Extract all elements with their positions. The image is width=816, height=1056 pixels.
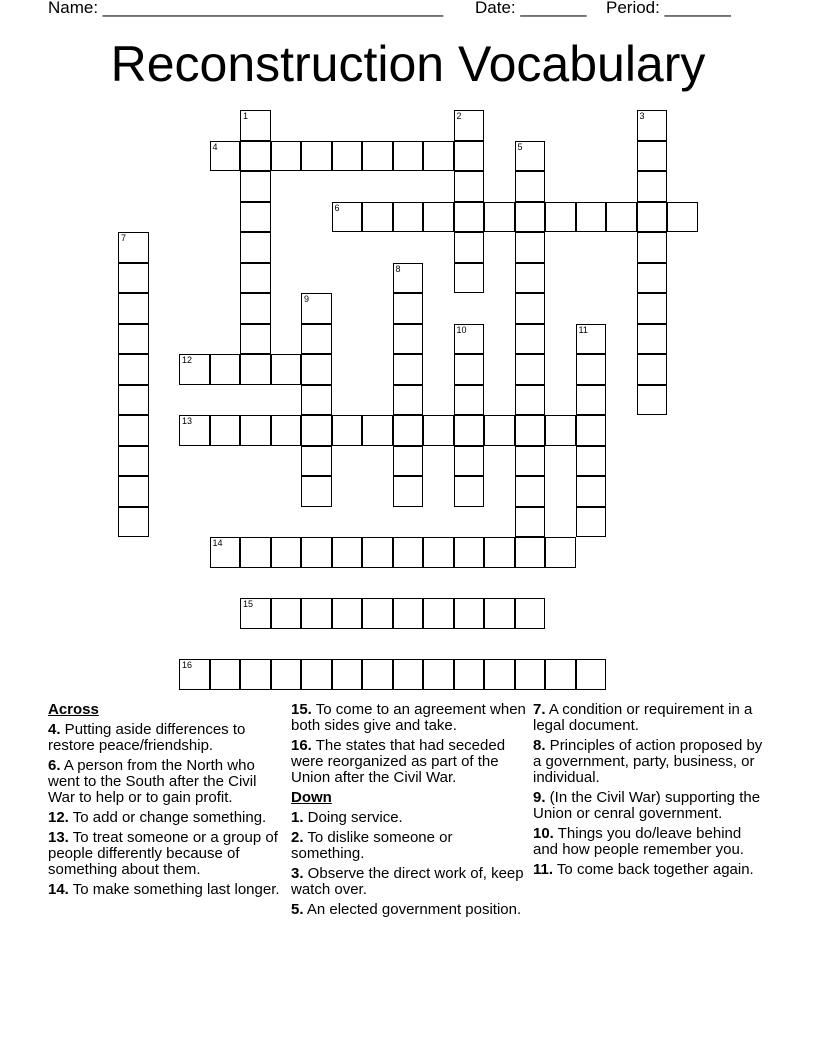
clue-number: 15.	[291, 701, 312, 718]
grid-cell[interactable]	[271, 354, 302, 385]
clue-number: 2	[456, 111, 462, 121]
clue-number: 14.	[48, 881, 69, 898]
grid-cell[interactable]	[515, 354, 546, 385]
clue-number: 13.	[48, 829, 69, 846]
grid-cell[interactable]	[393, 659, 424, 690]
clue-number: 5.	[291, 901, 304, 918]
clue-text: To add or change something.	[68, 809, 267, 826]
grid-cell[interactable]	[454, 171, 485, 202]
grid-cell[interactable]	[118, 415, 149, 446]
grid-cell[interactable]	[576, 385, 607, 416]
grid-cell[interactable]	[454, 324, 485, 355]
grid-cell[interactable]	[454, 141, 485, 172]
grid-cell[interactable]	[179, 415, 210, 446]
grid-cell[interactable]	[454, 263, 485, 294]
grid-cell[interactable]	[271, 598, 302, 629]
clue-item	[48, 830, 284, 878]
clue-text: A person from the North who went to the South after the Civil War to help or to gain profit.	[48, 757, 257, 806]
clue-text: An elected government position.	[303, 901, 522, 918]
grid-cell[interactable]	[545, 202, 576, 233]
grid-cell[interactable]	[240, 537, 271, 568]
grid-cell[interactable]	[545, 415, 576, 446]
grid-cell[interactable]	[240, 659, 271, 690]
clue-number: 3.	[291, 865, 304, 882]
grid-cell[interactable]	[301, 537, 332, 568]
grid-cell[interactable]	[515, 263, 546, 294]
grid-cell[interactable]	[393, 324, 424, 355]
clue-text: A condition or requirement in a legal document.	[533, 701, 753, 734]
clue-text: Observe the direct work of, keep watch over.	[291, 865, 524, 898]
grid-cell[interactable]	[393, 202, 424, 233]
grid-cell[interactable]	[576, 446, 607, 477]
grid-cell[interactable]	[637, 354, 668, 385]
grid-cell[interactable]	[515, 446, 546, 477]
grid-cell[interactable]	[240, 263, 271, 294]
grid-cell[interactable]	[423, 659, 454, 690]
grid-cell[interactable]	[332, 537, 363, 568]
grid-cell[interactable]	[423, 141, 454, 172]
grid-cell[interactable]	[393, 293, 424, 324]
grid-cell[interactable]	[240, 141, 271, 172]
grid-cell[interactable]	[637, 141, 668, 172]
name-field[interactable]: Name: ____________________________________	[48, 0, 444, 17]
grid-cell[interactable]	[332, 202, 363, 233]
grid-cell[interactable]	[240, 110, 271, 141]
grid-cell[interactable]	[393, 537, 424, 568]
grid-cell[interactable]	[301, 415, 332, 446]
grid-cell[interactable]	[210, 141, 241, 172]
grid-cell[interactable]	[637, 110, 668, 141]
grid-cell[interactable]	[118, 324, 149, 355]
clue-number: 7.	[533, 701, 546, 718]
grid-cell[interactable]	[179, 354, 210, 385]
clue-item	[48, 810, 284, 826]
grid-cell[interactable]	[637, 385, 668, 416]
grid-cell[interactable]	[118, 385, 149, 416]
clue-number: 11	[578, 324, 588, 335]
clue-number: 9.	[533, 789, 546, 806]
grid-cell[interactable]	[332, 598, 363, 629]
grid-cell[interactable]	[576, 659, 607, 690]
grid-cell[interactable]	[118, 232, 149, 263]
grid-cell[interactable]	[118, 354, 149, 385]
grid-cell[interactable]	[301, 324, 332, 355]
grid-cell[interactable]	[637, 232, 668, 263]
clue-item	[291, 902, 527, 918]
date-field[interactable]: Date: _______	[475, 0, 587, 17]
grid-cell[interactable]	[454, 537, 485, 568]
grid-cell[interactable]	[301, 476, 332, 507]
grid-cell[interactable]	[484, 598, 515, 629]
clue-heading: Across	[48, 701, 99, 718]
grid-cell[interactable]	[179, 659, 210, 690]
clue-number: 3	[639, 111, 645, 121]
clue-number: 10.	[533, 825, 554, 842]
clue-item	[291, 738, 527, 786]
grid-cell[interactable]	[515, 507, 546, 538]
clue-item	[533, 826, 769, 858]
clue-column-1	[48, 702, 284, 902]
grid-cell[interactable]	[423, 537, 454, 568]
grid-cell[interactable]	[271, 141, 302, 172]
clue-number: 10	[456, 324, 467, 335]
grid-cell[interactable]	[545, 537, 576, 568]
grid-cell[interactable]	[576, 324, 607, 355]
grid-cell[interactable]	[301, 659, 332, 690]
clue-item	[533, 702, 769, 734]
grid-cell[interactable]	[515, 293, 546, 324]
grid-cell[interactable]	[362, 598, 393, 629]
grid-cell[interactable]	[484, 202, 515, 233]
clue-text: (In the Civil War) supporting the Union or cenral government.	[533, 789, 761, 822]
grid-cell[interactable]	[393, 476, 424, 507]
clue-text: The states that had seceded were reorganized as part of the Union after the Civil War.	[291, 737, 506, 786]
grid-cell[interactable]	[515, 476, 546, 507]
grid-cell[interactable]	[240, 415, 271, 446]
grid-cell[interactable]	[454, 446, 485, 477]
grid-cell[interactable]	[118, 507, 149, 538]
clue-number: 12.	[48, 809, 69, 826]
clue-number: 16	[182, 660, 193, 670]
clue-number: 1.	[291, 809, 304, 826]
grid-cell[interactable]	[362, 415, 393, 446]
grid-cell[interactable]	[118, 263, 149, 294]
grid-cell[interactable]	[393, 354, 424, 385]
grid-cell[interactable]	[332, 659, 363, 690]
clue-heading: Down	[291, 789, 332, 806]
grid-cell[interactable]	[362, 537, 393, 568]
grid-cell[interactable]	[454, 202, 485, 233]
grid-cell[interactable]	[454, 659, 485, 690]
grid-cell[interactable]	[576, 354, 607, 385]
clue-number: 11.	[533, 861, 554, 878]
clue-number: 12	[182, 355, 193, 365]
grid-cell[interactable]	[301, 141, 332, 172]
grid-cell[interactable]	[515, 324, 546, 355]
grid-cell[interactable]	[393, 141, 424, 172]
grid-cell[interactable]	[515, 598, 546, 629]
grid-cell[interactable]	[545, 659, 576, 690]
grid-cell[interactable]	[271, 659, 302, 690]
grid-cell[interactable]	[118, 446, 149, 477]
clue-item	[291, 810, 527, 826]
grid-cell[interactable]	[240, 171, 271, 202]
grid-cell[interactable]	[301, 598, 332, 629]
grid-cell[interactable]	[393, 263, 424, 294]
grid-cell[interactable]	[240, 598, 271, 629]
grid-cell[interactable]	[515, 537, 546, 568]
grid-cell[interactable]	[637, 263, 668, 294]
clue-text: To make something last longer.	[68, 881, 280, 898]
grid-cell[interactable]	[454, 415, 485, 446]
grid-cell[interactable]	[637, 202, 668, 233]
clue-item	[48, 722, 284, 754]
clue-text: Putting aside differences to restore peace/friendship.	[48, 721, 246, 754]
clue-item	[533, 738, 769, 786]
grid-cell[interactable]	[362, 659, 393, 690]
clue-number: 5	[517, 141, 523, 152]
grid-cell[interactable]	[301, 446, 332, 477]
clue-number: 6	[334, 202, 340, 213]
clue-number: 8.	[533, 737, 546, 754]
clue-number: 15	[243, 599, 254, 609]
page-title: Reconstruction Vocabulary	[110, 36, 706, 92]
clue-number: 4	[212, 141, 218, 152]
grid-cell[interactable]	[301, 354, 332, 385]
grid-cell[interactable]	[240, 202, 271, 233]
grid-cell[interactable]	[362, 202, 393, 233]
clue-item	[48, 758, 284, 806]
clue-text: To come back together again.	[553, 861, 754, 878]
clue-number: 1	[243, 111, 249, 121]
grid-cell[interactable]	[515, 415, 546, 446]
grid-cell[interactable]	[423, 202, 454, 233]
clue-item	[48, 882, 284, 898]
grid-cell[interactable]	[271, 415, 302, 446]
grid-cell[interactable]	[118, 476, 149, 507]
grid-cell[interactable]	[667, 202, 698, 233]
grid-cell[interactable]	[484, 659, 515, 690]
grid-cell[interactable]	[240, 232, 271, 263]
clue-number: 2.	[291, 829, 304, 846]
clue-item	[291, 830, 527, 862]
grid-cell[interactable]	[637, 171, 668, 202]
grid-cell[interactable]	[576, 476, 607, 507]
grid-cell[interactable]	[637, 324, 668, 355]
clue-text: Principles of action proposed by a government, party, business, or individual.	[533, 737, 763, 786]
grid-cell[interactable]	[515, 202, 546, 233]
clue-text: Things you do/leave behind and how people remember you.	[533, 825, 744, 858]
grid-cell[interactable]	[210, 659, 241, 690]
grid-cell[interactable]	[576, 415, 607, 446]
grid-cell[interactable]	[423, 415, 454, 446]
grid-cell[interactable]	[454, 598, 485, 629]
grid-cell[interactable]	[240, 293, 271, 324]
clue-number: 13	[182, 416, 193, 426]
grid-cell[interactable]	[393, 415, 424, 446]
grid-cell[interactable]	[210, 537, 241, 568]
grid-cell[interactable]	[637, 293, 668, 324]
clue-item	[291, 702, 527, 734]
clue-number: 9	[304, 294, 310, 304]
clue-item	[291, 866, 527, 898]
period-field[interactable]: Period: _______	[606, 0, 731, 17]
grid-cell[interactable]	[454, 110, 485, 141]
grid-cell[interactable]	[576, 202, 607, 233]
grid-cell[interactable]	[332, 415, 363, 446]
grid-cell[interactable]	[271, 537, 302, 568]
grid-cell[interactable]	[362, 141, 393, 172]
grid-cell[interactable]	[210, 354, 241, 385]
grid-cell[interactable]	[240, 324, 271, 355]
clue-number: 6.	[48, 757, 61, 774]
grid-cell[interactable]	[332, 141, 363, 172]
clue-number: 16.	[291, 737, 312, 754]
grid-cell[interactable]	[210, 415, 241, 446]
grid-cell[interactable]	[515, 171, 546, 202]
clue-text: To treat someone or a group of people differently because of something about them.	[48, 829, 278, 878]
clue-text: Doing service.	[303, 809, 403, 826]
grid-cell[interactable]	[484, 415, 515, 446]
grid-cell[interactable]	[515, 385, 546, 416]
clue-column-3	[533, 702, 769, 882]
clue-number: 14	[212, 538, 223, 548]
clue-item	[533, 790, 769, 822]
clue-column-2	[291, 702, 527, 922]
clue-number: 4.	[48, 721, 61, 738]
grid-cell[interactable]	[576, 507, 607, 538]
grid-cell[interactable]	[393, 385, 424, 416]
grid-cell[interactable]	[240, 354, 271, 385]
grid-cell[interactable]	[515, 659, 546, 690]
clue-number: 7	[121, 233, 127, 243]
grid-cell[interactable]	[393, 598, 424, 629]
grid-cell[interactable]	[301, 293, 332, 324]
grid-cell[interactable]	[454, 354, 485, 385]
grid-cell[interactable]	[515, 232, 546, 263]
clue-text: To come to an agreement when both sides give and take.	[291, 701, 526, 734]
clue-item	[533, 862, 769, 878]
grid-cell[interactable]	[118, 293, 149, 324]
grid-cell[interactable]	[301, 385, 332, 416]
grid-cell[interactable]	[484, 537, 515, 568]
clue-text: To dislike someone or something.	[291, 829, 453, 862]
grid-cell[interactable]	[454, 232, 485, 263]
grid-cell[interactable]	[454, 476, 485, 507]
grid-cell[interactable]	[423, 598, 454, 629]
grid-cell[interactable]	[454, 385, 485, 416]
grid-cell[interactable]	[606, 202, 637, 233]
grid-cell[interactable]	[393, 446, 424, 477]
grid-cell[interactable]	[515, 141, 546, 172]
clue-number: 8	[395, 263, 401, 274]
